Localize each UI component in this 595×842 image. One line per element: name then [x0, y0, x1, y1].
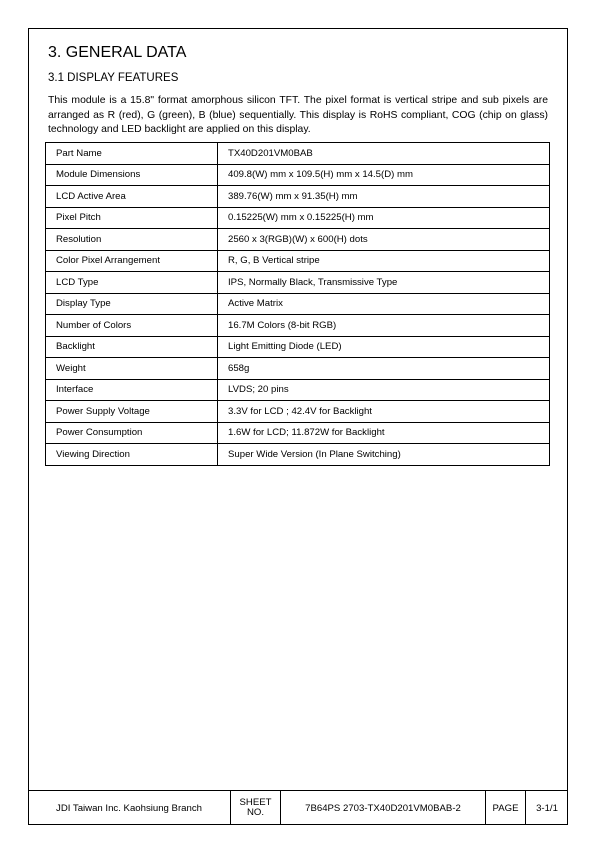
intro-paragraph: This module is a 15.8" format amorphous silicon TFT. The pixel format is vertical stripe and sub pixels are arranged as R (red), G (green), B (blue) sequentially. This display is RoHS compliant, COG (chip on glass) technology and LED backlight are applied on this display.	[48, 95, 548, 135]
spec-label: LCD Active Area	[46, 186, 218, 208]
spec-label: Viewing Direction	[46, 444, 218, 466]
footer-block	[28, 790, 568, 825]
spec-label: Resolution	[46, 229, 218, 251]
footer-page-number: 3-1/1	[536, 802, 558, 814]
spec-label: Interface	[46, 379, 218, 401]
footer-document-number: 7B64PS 2703-TX40D201VM0BAB-2	[281, 791, 486, 825]
spec-value: 16.7M Colors (8-bit RGB)	[218, 315, 550, 337]
table-row	[46, 186, 550, 208]
subsection-title: 3.1 DISPLAY FEATURES	[48, 72, 179, 84]
table-row	[46, 250, 550, 272]
footer-sheet-label	[231, 791, 281, 825]
sheet-label-line2: NO.	[246, 807, 265, 818]
table-row	[46, 422, 550, 444]
footer-company: JDI Taiwan Inc. Kaohsiung Branch	[28, 791, 231, 825]
spec-label: Backlight	[46, 336, 218, 358]
table-row	[46, 293, 550, 315]
spec-table-body	[46, 143, 550, 466]
table-row	[46, 229, 550, 251]
table-row	[46, 444, 550, 466]
spec-value: TX40D201VM0BAB	[218, 143, 550, 165]
table-row	[46, 379, 550, 401]
spec-label: Part Name	[46, 143, 218, 165]
table-row	[46, 143, 550, 165]
spec-value: 389.76(W) mm x 91.35(H) mm	[218, 186, 550, 208]
footer-page-label: PAGE	[486, 791, 526, 825]
spec-value: Active Matrix	[218, 293, 550, 315]
spec-label: LCD Type	[46, 272, 218, 294]
spec-label: Number of Colors	[46, 315, 218, 337]
table-row	[46, 401, 550, 423]
table-row	[46, 164, 550, 186]
table-row	[46, 336, 550, 358]
table-row	[46, 358, 550, 380]
spec-label: Module Dimensions	[46, 164, 218, 186]
spec-label: Weight	[46, 358, 218, 380]
spec-label: Pixel Pitch	[46, 207, 218, 229]
table-row	[46, 272, 550, 294]
spec-value: Super Wide Version (In Plane Switching)	[218, 444, 550, 466]
spec-label: Power Consumption	[46, 422, 218, 444]
spec-value: 1.6W for LCD; 11.872W for Backlight	[218, 422, 550, 444]
spec-value: R, G, B Vertical stripe	[218, 250, 550, 272]
spec-table	[45, 142, 550, 466]
spec-value: 3.3V for LCD ; 42.4V for Backlight	[218, 401, 550, 423]
spec-value: Light Emitting Diode (LED)	[218, 336, 550, 358]
section-title: 3. GENERAL DATA	[48, 44, 187, 61]
spec-value: 658g	[218, 358, 550, 380]
spec-label: Display Type	[46, 293, 218, 315]
table-row	[46, 315, 550, 337]
sheet-label-line1: SHEET	[239, 797, 272, 808]
spec-label: Power Supply Voltage	[46, 401, 218, 423]
spec-value: 2560 x 3(RGB)(W) x 600(H) dots	[218, 229, 550, 251]
spec-value: 409.8(W) mm x 109.5(H) mm x 14.5(D) mm	[218, 164, 550, 186]
spec-value: LVDS; 20 pins	[218, 379, 550, 401]
table-row	[46, 207, 550, 229]
spec-value: 0.15225(W) mm x 0.15225(H) mm	[218, 207, 550, 229]
spec-label: Color Pixel Arrangement	[46, 250, 218, 272]
spec-value: IPS, Normally Black, Transmissive Type	[218, 272, 550, 294]
